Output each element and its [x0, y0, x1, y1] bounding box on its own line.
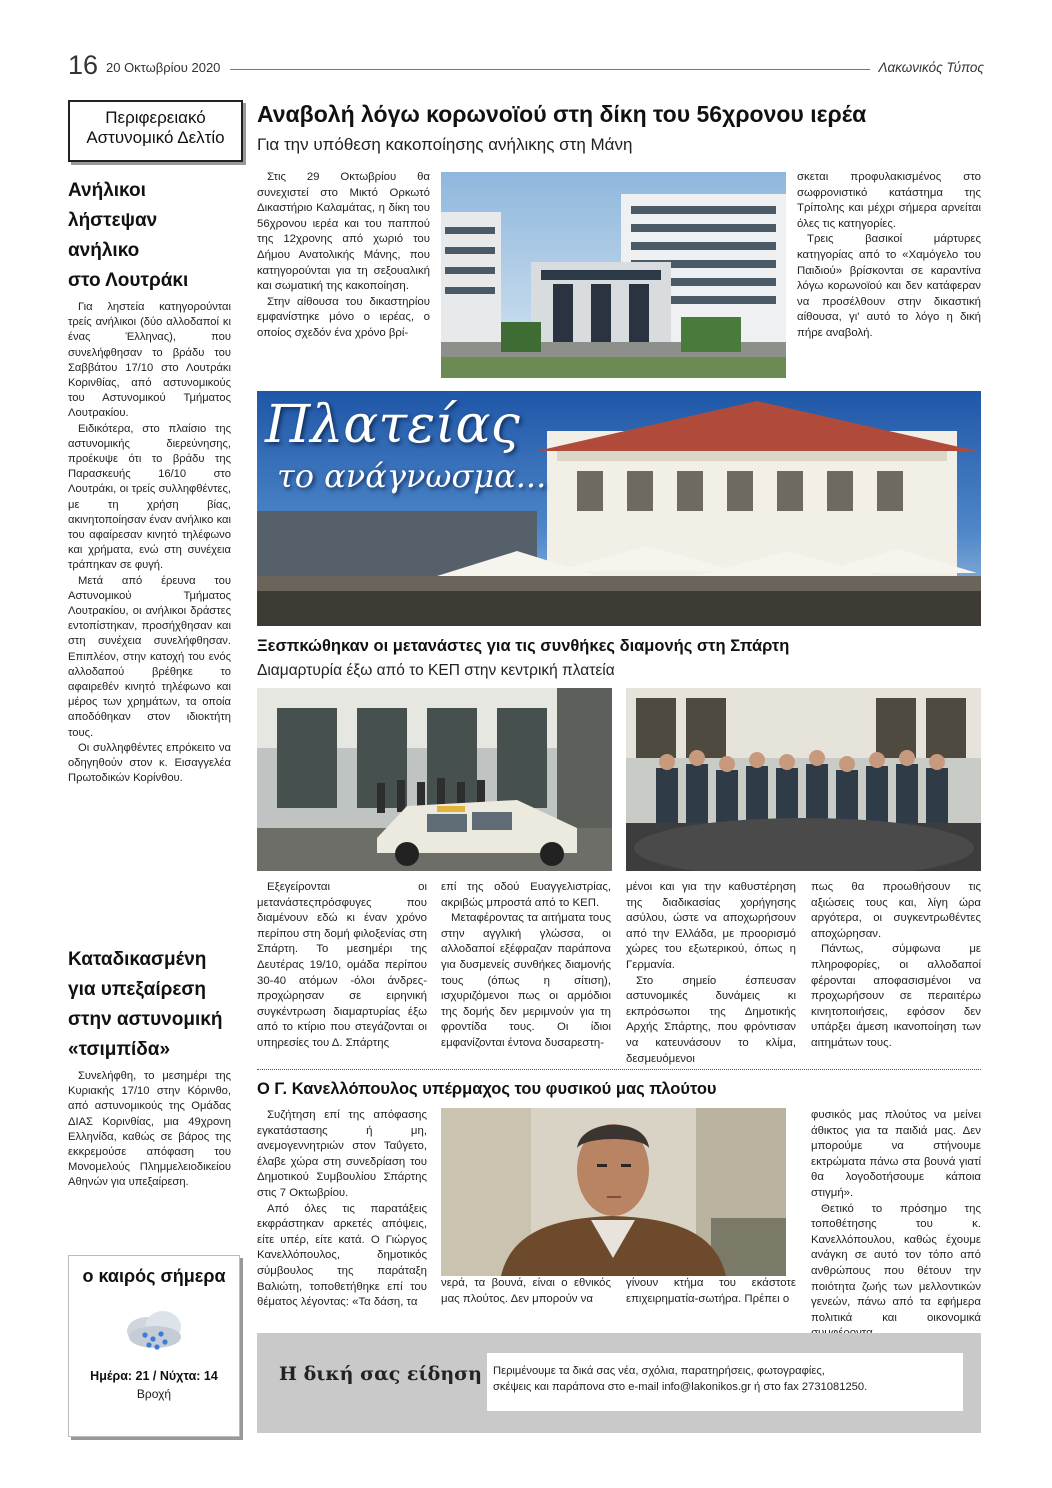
your-news-text-line2: σκέψεις και παράπονα στο e-mail info@lakonikos.gr ή στο fax 2731081250. [493, 1381, 868, 1393]
article1-title: Αναβολή λόγω κορωνοϊού στη δίκη του 56χρονου ιερέα [257, 101, 867, 127]
article3-paragraph: Συζήτηση επί της απόφασης εγκατάστασης ή μη, ανεμογεννητριών στον Ταΰγετο, έλαβε χώρα στη συνεδρίαση του Δημοτικού Συμβουλίου Σπάρτης στις 7 Οκτωβρίου. [257, 1109, 427, 1199]
article3-title: Ο Γ. Κανελλόπουλος υπέρμαχος του φυσικού μας πλούτου [257, 1080, 717, 1098]
article2-title: Ξεσπκώθηκαν οι μετανάστες για τις συνθήκες διαμονής στη Σπάρτη [257, 637, 790, 655]
banner-line2: το ανάγνωσμα... [277, 457, 547, 495]
article1-column2 [797, 170, 981, 342]
your-news-title: Η δική σας είδηση [279, 1363, 482, 1385]
story2-title-line4: «τσιμπίδα» [68, 1039, 171, 1060]
story1-paragraph: Για ληστεία κατηγορούνται τρείς ανήλικοι (δύο αλλοδαποί κι ένας Έλληνας), που συνελήφθησαν το βράδυ του Σαββάτου 17/10 στο Λουτράκι Κορινθίας, από αστυνομικούς του Αστυνομικού Τμήματος Λουτρακίου. [68, 301, 231, 420]
story2-body [68, 1069, 231, 1191]
article2-paragraph: πως θα προωθήσουν τις αξιώσεις τους και, λίγη ώρα αργότερα, οι συγκεντρωθέντες αποχώρησαν. [811, 881, 981, 940]
section-title-box [68, 100, 243, 162]
sidebar [68, 100, 243, 1440]
article1-subtitle: Για την υπόθεση κακοποίησης ανήλικης στη Μάνη [257, 135, 633, 154]
article2-subtitle: Διαμαρτυρία έξω από το ΚΕΠ στην κεντρική πλατεία [257, 662, 615, 679]
story2 [68, 945, 231, 1191]
story2-paragraph: Συνελήφθη, το μεσημέρι της Κυριακής 17/10 στην Κόρινθο, από αστυνομικούς της Ομάδας ΔΙΑΣ Κορινθίας, μια 49χρονη Ελληνίδα, καθώς σε βάρος της εκκρεμούσε απόφαση του Μονομελούς Πλημμελειοδικείου Αθηνών για υπεξαίρεση. [68, 1070, 231, 1189]
story1-paragraph: Οι συλληφθέντες επρόκειτο να οδηγηθούν στον κ. Εισαγγελέα Πρωτοδικών Κορίνθου. [68, 741, 231, 785]
article3-paragraph: Θετικό το πρόσημο της τοποθέτησης του κ. Κανελλόπουλου, καθώς έχουμε ανάγκη σε αυτό τον τόπο από ανθρώπους που θέτουν την ποιότητα ζωής των μελλοντικών γενεών, πάνω από τα εφήμερα πολιτικά και οικονομικά [811, 1202, 981, 1324]
kanellopoulos-portrait [441, 1108, 786, 1276]
weather-box [68, 1255, 240, 1437]
article2-paragraph: μένοι και για την καθυστέρηση της διαδικασίας χορήγησης ασύλου, ώστε να αποχωρήσουν από την Ελλάδα, με προορισμό χώρες του εξωτερικού, όπως η Γερμανία. [626, 881, 796, 971]
your-news-box [257, 1333, 981, 1433]
article1-paragraph: Στις 29 Οκτωβρίου θα συνεχιστεί στο Μικτό Ορκωτό Δικαστήριο Καλαμάτας, η δίκη του 56χρονου ιερέα και του παππού της 12χρονης από χωριό του Δήμου Ανατολικής Μάνης, που κατηγορούνται για τη σεξουαλική και σωματική της κακοποίηση. [257, 171, 430, 293]
story1 [68, 176, 231, 787]
header-rule [230, 69, 870, 70]
protest-photo-left [257, 688, 612, 871]
page-header [68, 50, 984, 80]
section-divider [257, 1069, 981, 1070]
article2-column2 [441, 880, 611, 1052]
weather-condition: Βροχή [136, 1387, 172, 1401]
protest-photo-right [626, 688, 981, 871]
story1-title-line3: στο Λουτράκι [68, 270, 189, 291]
story1-paragraph: Μετά από έρευνα του Αστυνομικού Τμήματος Λουτρακίου, οι ανήλικοι δράστες εντοπίστηκαν, προσήχθησαν και στη συνέχεια συνελήφθησαν. Επιπλέον, στην κατοχή του ενός αλλοδαπού βρέθηκε το αφαιρεθέν κινητό τηλέφωνο και μέρος των χρημάτων, τα οποία αποδόθηκαν στον ιδιοκτήτη τους. [68, 574, 231, 739]
article2-paragraph: επί της οδού Ευαγγελιστρίας, ακριβώς μπροστά από το ΚΕΠ. [441, 881, 611, 909]
issue-date: 20 Οκτωβρίου 2020 [106, 60, 221, 75]
article1-paragraph: Στην αίθουσα του δικαστηρίου εμφανίστηκε μόνο ο ιερέας, ο οποίος σχεδόν ένα χρόνο βρί- [257, 295, 430, 339]
section-title-line1: Περιφερειακό [105, 108, 206, 127]
section-title-line2: Αστυνομικό Δελτίο [86, 128, 225, 147]
article2-paragraph: Εξεγείρονται οι μετανάστεςπρόσφυγες που διαμένουν εδώ κι έναν χρόνο περίπου στη δομή φιλοξενίας στη Σπάρτη. Το μεσημέρι της Δευτέρας 19/10, ομάδα περίπου 30-40 ατόμων -όλοι άνδρες- προχώρησαν σε ειρηνική συγκέντρωση διαμαρτυρίας έξω από το κτίριο που στεγάζονται οι υπηρεσίες του Δ. Σπάρτης [257, 881, 427, 1049]
article3-caption-left [441, 1276, 611, 1307]
article3-column2 [811, 1108, 981, 1342]
rain-cloud-icon [119, 1305, 189, 1355]
article1-paragraph: Τρεις βασικοί μάρτυρες κατηγορίας από το «Χαμόγελο του Παιδιού» βρίσκονται σε καραντίνα λόγω κορωνοϊού και δεν κατάφεραν να προσέλθουν στην δικαστική αίθουσα, γι' αυτό το λόγο η δική πήρε αναβολή. [797, 233, 981, 339]
article3-caption-right [626, 1276, 796, 1307]
article3-paragraph: νερά, τα βουνά, είναι ο εθνικός μας πλούτος. Δεν μπορούν να [441, 1277, 611, 1305]
article2-paragraph: Πάντως, σύμφωνα με πληροφορίες, οι αλλοδαποί φέρονται αποφασισμένοι να προχωρήσουν σε περαιτέρω κινητοποιήσεις, εφόσον δεν υπάρξει άμεση ικανοποίηση των αιτημάτων τους. [811, 943, 981, 1049]
weather-title: ο καιρός σήμερα [82, 1266, 226, 1286]
story2-title-line3: στην αστυνομική [68, 1009, 223, 1030]
story1-body [68, 300, 231, 787]
courthouse-photo [441, 172, 786, 378]
story1-title-line1: Ανήλικοι [68, 180, 146, 201]
publication-name: Λακωνικός Τύπος [878, 60, 984, 75]
plateias-banner [257, 391, 981, 626]
story2-title-line1: Καταδικασμένη [68, 949, 207, 970]
story1-paragraph: Ειδικότερα, στο πλαίσιο της αστυνομικής διερεύνησης, προέκυψε ότι το βράδυ της Παρασκευής 16/10 στο Λουτράκι, οι τρείς συλληφθέντες, με τη χρήση βίας, ακινητοποίησαν έναν ανήλικο και του αφαίρεσαν κινητό τηλέφωνο και χρήματα, ενώ στη συνέχεια τράπηκαν σε φυγή. [68, 422, 231, 572]
your-news-text-line1: Περιμένουμε τα δικά σας νέα, σχόλια, παρατηρήσεις, φωτογραφίες, [493, 1365, 825, 1377]
article1-paragraph: σκεται προφυλακισμένος στο σωφρονιστικό κατάστημα της Τρίπολης και μέχρι σήμερα αρνείται όλες τις κατηγορίες. [797, 171, 981, 230]
article2-column3 [626, 880, 796, 1067]
article3-paragraph: Από όλες τις παρατάξεις εκφράστηκαν αρκετές απόψεις, είτε υπέρ, είτε κατά. Ο Γιώργος Κανελλόπουλος, δημοτικός σύμβουλος της παράταξη Βαλιώτη, τοποθετήθηκε επί του θέματος λέγοντας: «Τα δάση, τα [257, 1202, 427, 1309]
page-number: 16 [68, 50, 99, 80]
article3-paragraph: γίνουν κτήμα του εκάστοτε επιχειρηματία-σωτήρα. Πρέπει ο [626, 1277, 796, 1305]
article2-paragraph: Μεταφέροντας τα αιτήματα τους στην αγγλική γλώσσα, οι αλλοδαποί εξέφραζαν παράπονα για δυσμενείς συνθήκες διαμονής τους (όπως η σίτιση), ισχυριζόμενοι πως οι αρμόδιοι της δομής δεν μεριμνούν για τη φροντίδα τους. Οι ίδιοι εμφανίζονται έντονα δυσαρεστη- [441, 912, 611, 1049]
your-news-text-box [487, 1353, 963, 1411]
article2-column1 [257, 880, 427, 1052]
article2-column4 [811, 880, 981, 1052]
article3-paragraph: φυσικός μας πλούτος να μείνει άθικτος για τα παιδιά μας. Δεν μπορούμε να στήνουμε εκτρώματα πάνω στα βουνά γιατί θα λογοδοτήσουμε κάποια στιγμή». [811, 1109, 981, 1199]
article3-column1 [257, 1108, 427, 1311]
weather-temperatures: Ημέρα: 21 / Νύχτα: 14 [90, 1369, 218, 1383]
article2-paragraph: Στο σημείο έσπευσαν αστυνομικές δυνάμεις κι εκπρόσωποι της Δημοτικής Αρχής Σπάρτης, που φρόντισαν να κατευνάσουν το κλίμα, δεσμευόμενοι [626, 974, 796, 1065]
banner-line1: Πλατείας [265, 395, 520, 455]
story2-title-line2: για υπεξαίρεση [68, 979, 206, 1000]
article1-column1 [257, 170, 430, 342]
story1-title-line2: λήστεψαν ανήλικο [68, 210, 158, 261]
